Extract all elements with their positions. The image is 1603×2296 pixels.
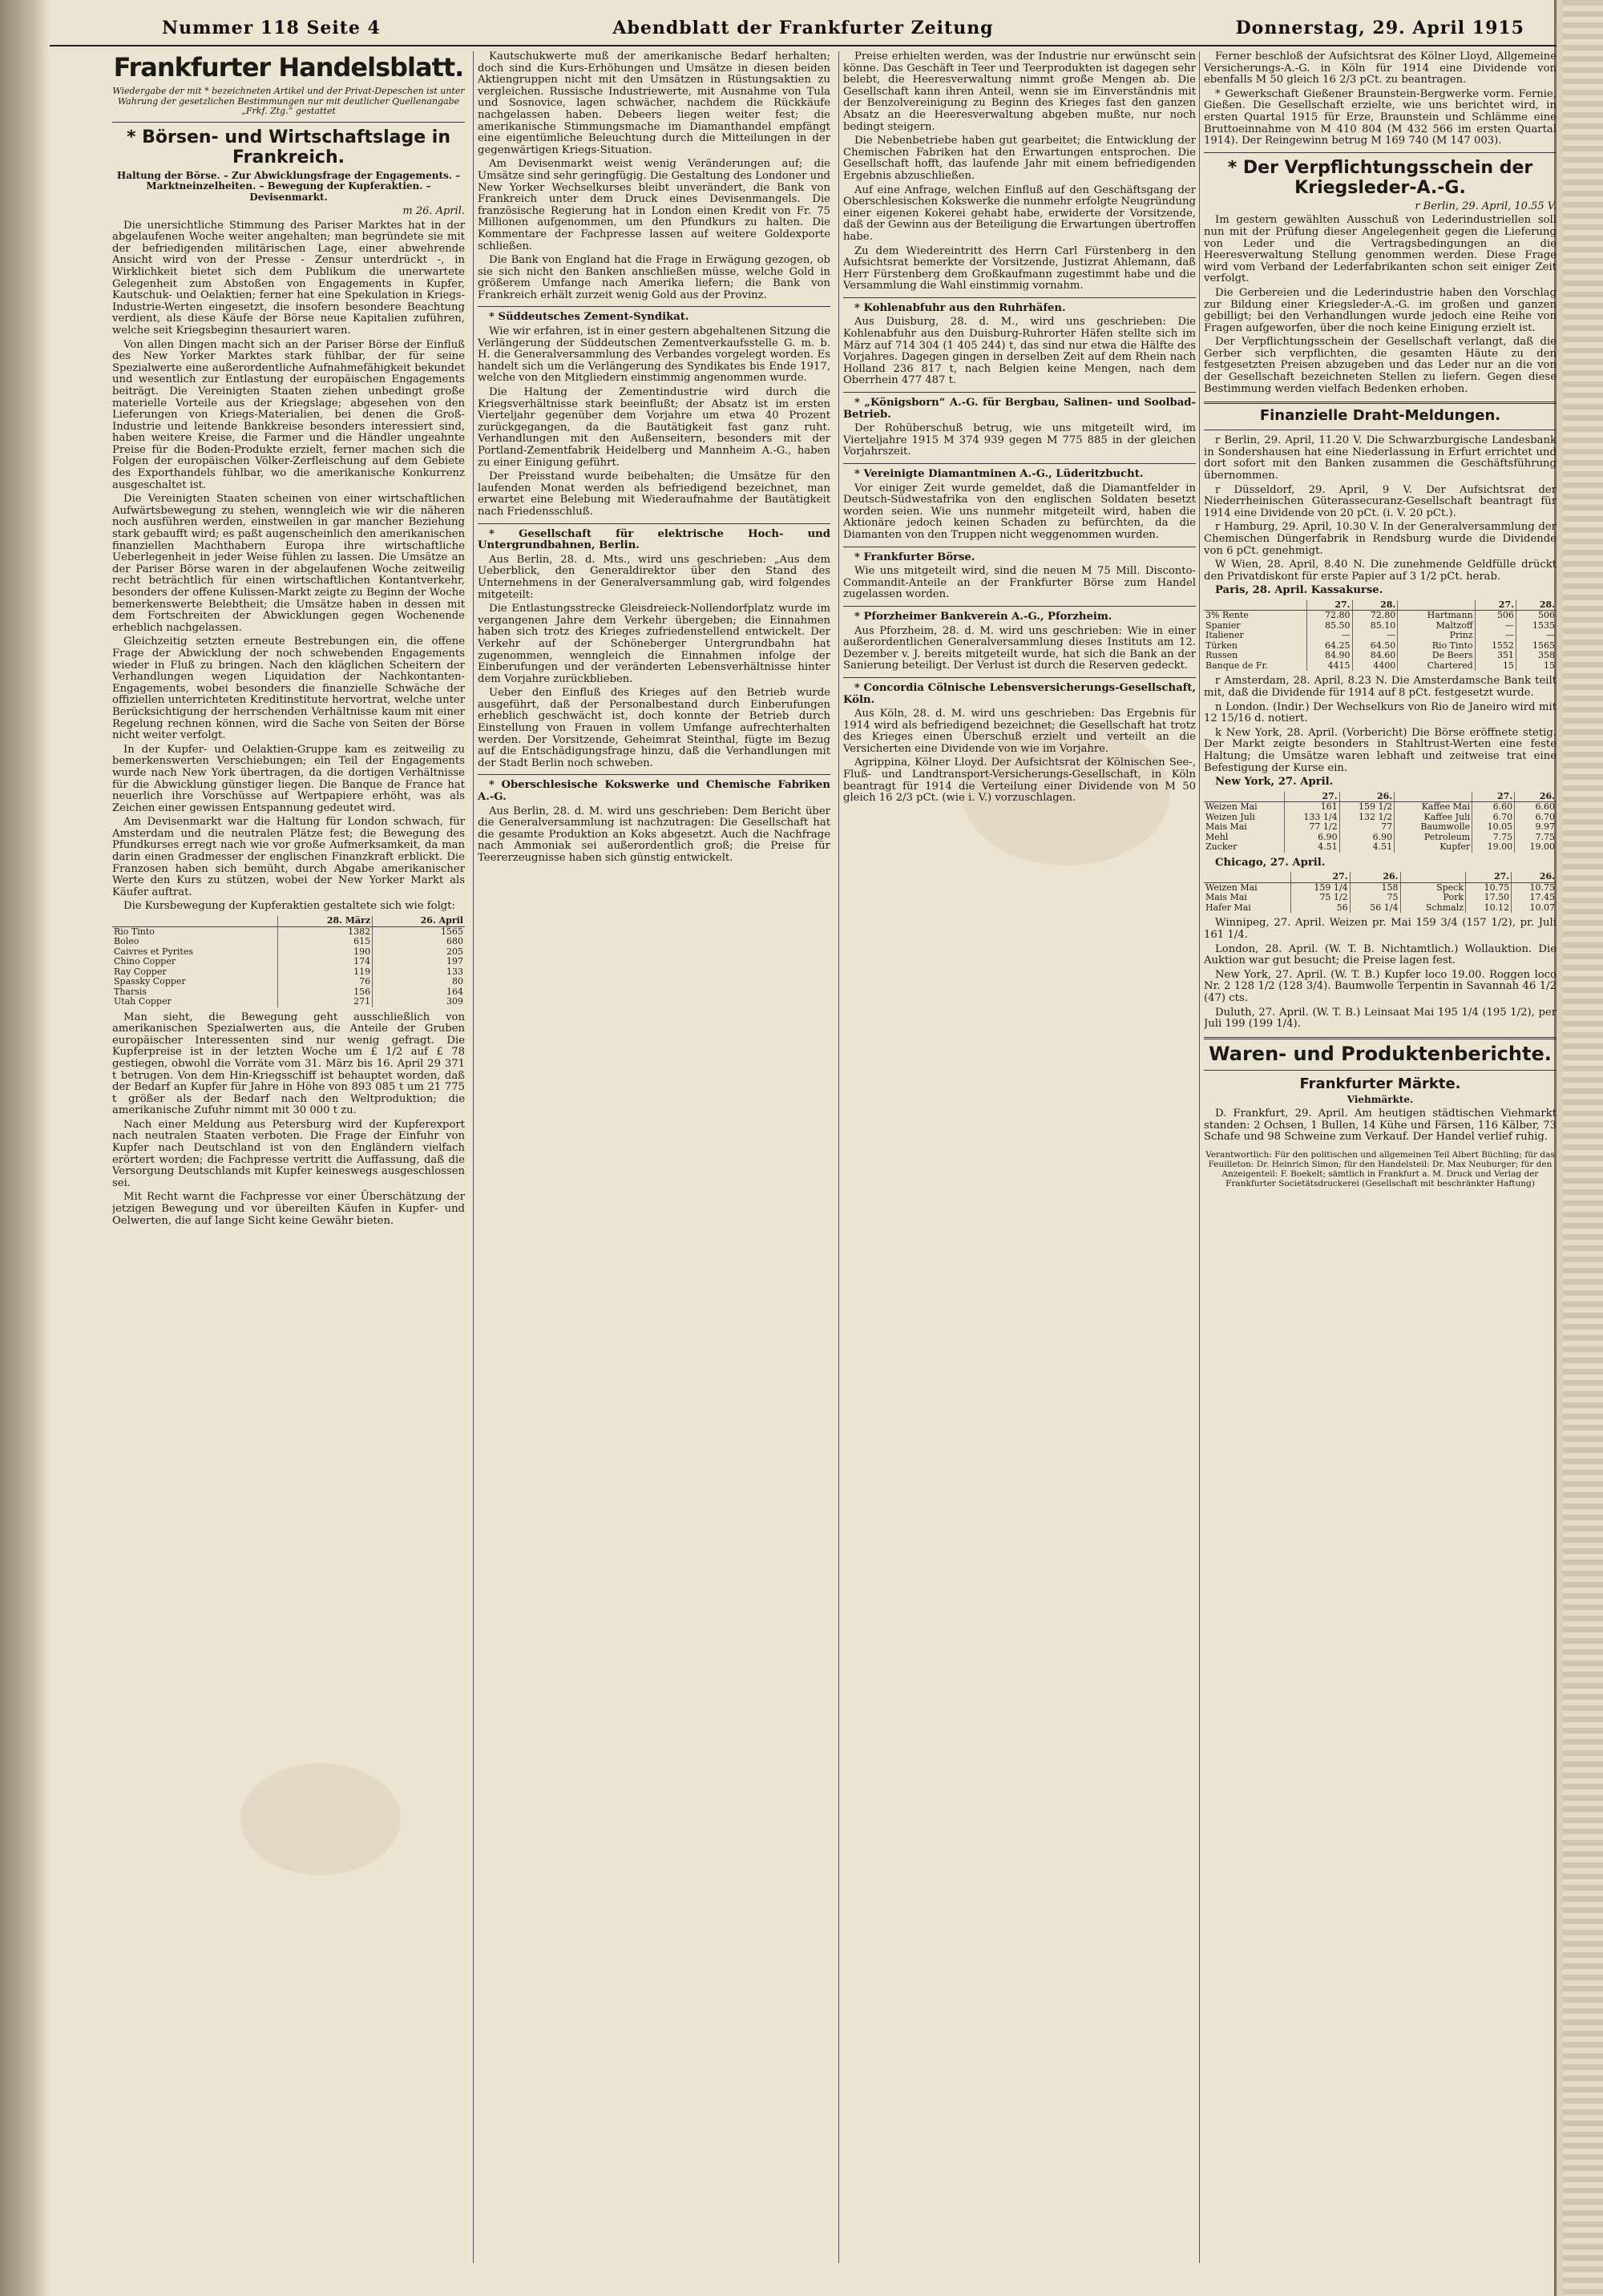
table-row [1204,903,1557,914]
page-number: Nummer 118 Seite 4 [162,18,381,38]
table-cell: 84.60 [1352,651,1398,661]
table-cell: 159 1/2 [1339,802,1395,813]
paragraph: Zu dem Wiedereintritt des Herrn Carl Fürstenberg in den Aufsichtsrat bemerkte der Vorsitzende, Justizrat Ahlemann, daß Herr Fürstenberg dem Großkaufmann zugestimmt habe und die Versammlung die Wahl einstimmig vornahm. [843,244,1196,293]
table-cell: 1382 [277,926,372,937]
article-title: * Frankfurter Börse. [854,551,975,563]
table-cell: 10.07 [1512,903,1557,914]
table-cell: Mais Mai [1205,821,1247,833]
article-title: * Oberschlesische Kokswerke und Chemische Fabriken A.-G. [478,779,830,804]
paragraph: Der Preisstand wurde beibehalten; die Umsätze für den laufenden Monat werden als befriedigend bezeichnet, man erwartet eine Belebung mit Wiederaufnahme der Bautätigkeit nach Friedensschluß. [478,470,830,518]
paragraph: Die Vereinigten Staaten scheinen von einer wirtschaftlichen Aufwärtsbewegung zu stehen, wenngleich wie wir die näheren noch ausführen werden, einstweilen in gar mancher Beziehung stark gebaufft wird; es paßt augenscheinlich den amerikanischen finanziellen Machthabern Europa ihre wirtschaftliche Ueberlegenheit in jeder Weise fühlen zu lassen. Die Umsätze an der Pariser Börse waren in der abgelaufenen Woche zeitweilig recht beträchtlich für einen wirtschaftlichen Kontantverkehr, besonders der offene Kulissen-Markt zeigte zu Beginn der Woche bemerkenswerte Belebtheit; die Umsätze haben in dessen mit dem Fortschreiten der Abwicklungen gegen Wochenende erheblich nachgelassen. [112,493,465,634]
adjacent-page-edge [1554,0,1603,2296]
table-cell: 6.60 [1515,802,1557,813]
table-cell: 6.60 [1472,802,1515,813]
table-row [1204,822,1557,833]
imprint-footer: Verantwortlich: Für den politischen und allgemeinen Teil Albert Büchling; für das Feuilleton: Dr. Heinrich Simon; für den Handelsteil: Dr. Max Neuburger; für den Anzeigenteil: F. Boekelt; sämtlich in Frankfurt a. M. Druck und Verlag der Frankfurter Societätsdruckerei (Gesellschaft mit beschränkter Haftung) [1205,1150,1555,1189]
table-cell: 72.80 [1352,611,1398,621]
table-body [1204,802,1557,853]
table-cell: 9.97 [1515,822,1557,833]
telegram-section-title: Finanzielle Draht-Meldungen. [1259,407,1501,425]
article-title: * Süddeutsches Zement-Syndikat. [489,311,689,324]
table-header: 26. April [373,916,465,926]
copper-price-table [112,916,465,1007]
paragraph: Von allen Dingen macht sich an der Pariser Börse der Einfluß des New Yorker Marktes stark fühlbar, der für seine Spezialwerte eine außerordentliche Aufnahmefähigkeit bekundet und wesentlich zur Entlastung der europäischen Engagements beiträgt. Die Vereinigten Staaten ziehen unbedingt große materielle Vorteile aus der Kriegslage; abgesehen von den Lieferungen von Kriegs-Materialien, bei denen die Groß-Industrie und leitende Bankkreise besonders interessiert sind, haben weitere Kreise, die Farmer und die Händler ungeahnte Preise für die Boden-Produkte erzielt, ferner machen sich die Folgen der europäischen Völker-Zerfleischung auf dem Gebiete des Exporthandels fühlbar, wo die amerikanische Konkurrenz ausgeschaltet ist. [112,338,465,491]
divider [478,523,830,524]
table-header-row [1204,600,1557,611]
paragraph: Aus Pforzheim, 28. d. M. wird uns geschrieben: Wie in einer außerordentlichen Generalversammlung dieses Instituts am 12. Dezember v. J. bereits mitgeteilt wurde, hat sich die Bank an der Sanierung beteiligt. Der Verlust ist durch die Reserven gedeckt. [843,624,1196,672]
paragraph: Gleichzeitig setzten erneute Bestrebungen ein, die offene Frage der Abwicklung der noch schwebenden Engagements wieder in Fluß zu bringen. Nach den kläglichen Scheitern der Verhandlungen wegen Liquidation der Nachkontanten-Engagements, wobei besonders die finanzielle Schwäche der offiziellen unterrichteten Kreditinstitute hervortrat, welche unter Berücksichtigung der herrschenden Verhältnisse kaum mit einer Regelung rechnen können, wird die Sache von Seiten der Börse nicht weiter verfolgt. [112,636,465,742]
table-header: 26. [1350,872,1400,882]
table-cell: 10.05 [1472,822,1515,833]
table-cell: Spassky Copper [114,976,186,987]
telegram: k New York, 28. April. (Vorbericht) Die Börse eröffnete stetig. Der Markt zeigte besonders in Stahltrust-Werten eine feste Haltung; die Umsätze waren lebhaft und zeitweise trat eine Befestigung der Kurse ein. [1204,726,1557,774]
table-cell: 6.70 [1472,813,1515,823]
paragraph: Wie uns mitgeteilt wird, sind die neuen M 75 Mill. Disconto-Commandit-Anteile an der Frankfurter Börse zum Handel zugelassen worden. [843,565,1196,601]
table-cell: 358 [1516,651,1557,661]
table-header [1400,872,1466,882]
table-body [1204,882,1557,913]
table-cell: 64.50 [1352,641,1398,652]
paragraph: Ferner beschloß der Aufsichtsrat des Kölner Lloyd, Allgemeine Versicherungs-A.-G. in Köln für 1914 eine Dividende von ebenfalls M 50 gleich 16 2/3 pCt. zu beantragen. [1204,51,1557,87]
table-cell: 174 [277,957,372,967]
table-row [112,957,465,967]
paragraph: Die Bank von England hat die Frage in Erwägung gezogen, ob sie sich nicht den Banken anschließen müsse, welche Gold in größerem Umfange nach Amerika liefern; die Bank von Frankreich erhält zurzeit wenig Gold aus der Provinz. [478,254,830,301]
table-cell: 6.90 [1339,833,1395,843]
table-cell: 85.50 [1306,621,1352,632]
table-row [112,926,465,937]
market-subsection-title: Frankfurter Märkte. [1299,1075,1461,1092]
section-copyright-note: Wiedergabe der mit * bezeichneten Artikel und der Privat-Depeschen ist unter Wahrung der gesetzlichen Bestimmungen nur mit deutlicher Quellenangabe „Frkf. Ztg.“ gestattet [112,86,465,116]
table-cell: 10.75 [1466,882,1512,893]
table-cell: 4400 [1352,661,1398,672]
issue-date: Donnerstag, 29. April 1915 [1235,18,1524,38]
column-3 [843,51,1196,2279]
table-row [1204,621,1557,632]
article-title: * Vereinigte Diamantminen A.-G., Lüderitzbucht. [854,468,1144,480]
table-cell: Weizen Mai [1205,882,1258,893]
table-cell: 84.90 [1306,651,1352,661]
table-cell: 615 [277,937,372,947]
table-cell: 190 [277,947,372,958]
table-cell: 77 1/2 [1285,822,1340,833]
telegram: r Hamburg, 29. April, 10.30 V. In der Generalversammlung der Chemischen Düngerfabrik in Rendsburg wurde die Dividende von 6 pCt. genehmigt. [1204,521,1557,557]
paragraph: Aus Duisburg, 28. d. M., wird uns geschrieben: Die Kohlenabfuhr aus den Duisburg-Ruhrorter Häfen stellte sich im März auf 714 304 (1 405 244) t, das sind nur etwa die Hälfte des Vorjahres. Dagegen gingen in derselben Zeit auf dem Rhein nach Holland 236 817 t, nach Belgien keine Mengen, nach dem Oberrhein 477 487 t. [843,316,1196,387]
article-title: * „Königsborn“ A.-G. für Bergbau, Salinen- und Soolbad-Betrieb. [843,397,1196,421]
table-cell: 161 [1285,802,1340,813]
divider [478,306,830,307]
newspaper-title: Abendblatt der Frankfurter Zeitung [612,18,994,38]
table-header [1395,792,1472,802]
table-cell: Boleo [114,936,139,947]
paragraph: Die Gerbereien und die Lederindustrie haben den Vorschlag zur Bildung einer Kriegsleder-A.-G. im großen und ganzen gebilligt; bei den Verhandlungen wurde jedoch eine Reihe von Fragen aufgeworfen, über die noch keine Einigung erzielt ist. [1204,286,1557,334]
divider [478,774,830,775]
table-cell: 197 [373,957,465,967]
paragraph: Die Nebenbetriebe haben gut gearbeitet; die Entwicklung der Chemischen Fabriken hat den Erwartungen entsprochen. Die Gesellschaft hofft, das laufende Jahr mit einem befriedigenden Ergebnis abzuschließen. [843,135,1196,182]
table-header: 26. [1512,872,1557,882]
article-title: * Gesellschaft für elektrische Hoch- und Untergrundbahnen, Berlin. [478,527,830,552]
table-cell: Banque de Fr. [1205,660,1269,671]
telegram: London, 28. April. (W. T. B. Nichtamtlich.) Wollauktion. Die Auktion war gut besucht; die Preise lagen fest. [1204,942,1557,967]
table-cell: 133 1/4 [1285,813,1340,823]
table-header: 26. [1339,792,1395,802]
table-cell: Zucker [1205,841,1238,853]
masthead [50,16,1557,46]
column-2 [478,51,830,2279]
table-cell: Spanier [1205,619,1241,631]
paragraph: Im gestern gewählten Ausschuß von Lederindustriellen soll nun mit der Prüfung dieser Angelegenheit gegen die Lieferung von Leder und die Vertragsbedingungen an die Heeresverwaltung Stellung genommen werden. Diese Frage wird vom Verband der Lederfabrikanten schon seit einiger Zeit verfolgt. [1204,214,1557,285]
table-cell: 4.51 [1285,842,1340,853]
table-body [1204,611,1557,672]
table-cell: Baumwolle [1395,822,1472,833]
table-cell: Maltzoff [1398,621,1475,632]
table-header: 27. [1472,792,1515,802]
market-section-title: Waren- und Produktenberichte. [1209,1042,1552,1065]
table-header: 28. [1516,600,1557,611]
table-cell: 7.75 [1515,833,1557,843]
table-cell: 309 [373,997,465,1007]
table-row [1204,802,1557,813]
table-cell: 133 [373,967,465,978]
table-cell: 4.51 [1339,842,1395,853]
divider [1204,1070,1557,1071]
table-header [1204,872,1290,882]
table-row [1204,842,1557,853]
table-header [1204,792,1285,802]
table-cell: Italiener [1205,630,1244,641]
table-cell: 72.80 [1306,611,1352,621]
table-cell: 10.12 [1466,903,1512,914]
paragraph: Ueber den Einfluß des Krieges auf den Betrieb wurde ausgeführt, daß der Personalbestand durch Einberufungen erheblich geschwächt ist, doch konnte der Betrieb durch Einstellung von Frauen in vollem Umfange aufrechterhalten werden. Der Vorsitzende, Geheimrat Steinthal, fügte im Bezug auf die Entschädigungsfrage hinzu, daß die Verhandlungen mit der Stadt Berlin noch schweben. [478,687,830,769]
table-cell: 76 [277,977,372,987]
table-cell: Chartered [1398,661,1475,672]
table-header: 27. [1475,600,1516,611]
divider [843,677,1196,678]
paragraph: Der Rohüberschuß betrug, wie uns mitgeteilt wird, im Vierteljahre 1915 M 374 939 gegen M 775 885 in der gleichen Vorjahrszeit. [843,422,1196,458]
table-row [112,937,465,947]
table-cell: Kaffee Juli [1395,813,1472,823]
table-cell: Ray Copper [114,966,167,977]
table-cell: 119 [277,967,372,978]
table-cell: 75 [1350,893,1400,903]
table-cell: Hafer Mai [1205,902,1251,913]
table-cell: 77 [1339,822,1395,833]
article-title: * Kohlenabfuhr aus den Ruhrhäfen. [854,301,1066,314]
table-cell: 56 [1290,903,1350,914]
table-cell: 132 1/2 [1339,813,1395,823]
paragraph: Auf eine Anfrage, welchen Einfluß auf den Geschäftsgang der Oberschlesischen Kokswerke die nunmehr erfolgte Neugründung einer eigenen Kokerei gehabt habe, erwiderte der Vorsitzende, daß der Gewinn aus der Beteiligung die Erwartungen übertroffen habe. [843,184,1196,243]
paragraph: Aus Berlin, 28. d. Mts., wird uns geschrieben: „Aus dem Ueberblick, den Generaldirektor über den Stand des Unternehmens in der Generalversammlung gab, wird folgendes mitgeteilt: [478,553,830,601]
table-cell: Hartmann [1398,611,1475,621]
table-cell: 17.50 [1466,893,1512,903]
table-cell: De Beers [1398,651,1475,661]
article-dateline: r Berlin, 29. April, 10.55 V. [1415,200,1557,212]
table-cell: Rio Tinto [114,926,155,937]
table-cell: Utah Copper [114,996,172,1007]
divider [843,606,1196,607]
paragraph: In der Kupfer- und Oelaktien-Gruppe kam es zeitweilig zu bemerkenswerten Verschiebungen; ein Teil der Engagements wurde nach New York übertragen, da die dortigen Verhältnisse für die Abwicklung günstiger liegen. Die Banque de France hat neuerlich ihre Vorschüsse auf Wertpapiere erhöht, was als Zeichen einer gewissen Entspannung gedeutet wird. [112,743,465,814]
telegram: n London. (Indir.) Der Wechselkurs von Rio de Janeiro wird mit 12 15/16 d. notiert. [1204,700,1557,725]
table-cell: Pork [1400,893,1466,903]
table-cell: Schmalz [1400,903,1466,914]
paragraph: Agrippina, Kölner Lloyd. Der Aufsichtsrat der Kölnischen See-, Fluß- und Landtransport-Versicherungs-Gesellschaft, in Köln beantragt für 1914 die Verteilung einer Dividende von M 50 gleich 16 2/3 pCt. (wie i. V.) vorzuschlagen. [843,757,1196,805]
table-cell: 6.70 [1515,813,1557,823]
table-cell: Russen [1205,650,1238,661]
columns-container [112,51,1557,2279]
telegram: r Düsseldorf, 29. April, 9 V. Der Aufsichtsrat der Niederrheinischen Güterassecuranz-Gesellschaft beantragt für 1914 eine Dividende von 20 pCt. (i. V. 20 pCt.). [1204,483,1557,519]
article-title: * Concordia Cölnische Lebensversicherungs-Gesellschaft, Köln. [843,681,1196,706]
market-subsection-label: Viehmärkte. [1347,1093,1414,1105]
table-cell: — [1516,631,1557,641]
table-cell: 6.90 [1285,833,1340,843]
paragraph: Die Haltung der Zementindustrie wird durch die Kriegsverhältnisse stark beeinflußt; der Absatz ist im ersten Vierteljahr gegenüber dem Vorjahre um etwa 40 Prozent zurückgegangen, da die Bautätigkeit fast ganz ruht. Verhandlungen mit den Außenseitern, besonders mit der Portland-Zementfabrik Heidelberg und Mannheim A.-G., haben zu einer Einigung geführt. [478,386,830,469]
paris-quotes-table [1204,600,1557,672]
table-cell: Rio Tinto [1398,641,1475,652]
table-cell: 85.10 [1352,621,1398,632]
table-cell: 351 [1475,651,1516,661]
table-cell: 10.75 [1512,882,1557,893]
table-cell: 271 [277,997,372,1007]
table-cell: 506 [1516,611,1557,621]
page-edge-stripes [1563,0,1603,2296]
table-header-row [112,916,465,926]
telegram: Duluth, 27. April. (W. T. B.) Leinsaat Mai 195 1/4 (195 1/2), per Juli 199 (199 1/4). [1204,1006,1557,1031]
paragraph: Nach einer Meldung aus Petersburg wird der Kupferexport nach neutralen Staaten verboten. Die Frage der Einfuhr von Kupfer nach Deutschland ist von den Engländern vielfach erörtert worden; die Fachpresse vertritt die Auffassung, daß die Versorgung Deutschlands mit Kupfer keineswegs ausgeschlossen sei. [112,1118,465,1189]
table-cell: 4415 [1306,661,1352,672]
table-cell: 680 [373,937,465,947]
double-divider [1204,401,1557,404]
table-cell: 205 [373,947,465,958]
new-york-quotes-table [1204,792,1557,853]
article-subtitle: Haltung der Börse. – Zur Abwicklungsfrage der Engagements. – Marktneinzelheiten. – Bewegung der Kupferaktien. – Devisenmarkt. [116,169,461,203]
section-title: Frankfurter Handelsblatt. [113,52,464,83]
book-binding-gutter [0,0,50,2296]
table-cell: — [1475,621,1516,632]
table-cell: — [1475,631,1516,641]
table-cell: Kupfer [1395,842,1472,853]
table-cell: Weizen Juli [1205,811,1255,822]
table-header [112,916,277,926]
paragraph: Am Devisenmarkt weist wenig Veränderungen auf; die Umsätze sind sehr geringfügig. Die Gestaltung des Londoner und New Yorker Wechselkurses bleibt unverändert, die Bank von Frankreich unter dem Druck eines Devisenmangels. Die französische Regierung hat in London einen Kredit von Fr. 75 Millionen aufgenommen, um den Pfundkurs zu halten. Die Kommentare der Fachpresse lassen auf weitere Goldexporte schließen. [478,158,830,252]
divider [112,122,465,123]
table-cell: Mais Mai [1205,892,1247,903]
paragraph: Die unersichtliche Stimmung des Pariser Marktes hat in der abgelaufenen Woche weiter angehalten; man begründete sie mit der befriedigenden militärischen Lage, einer abwehrende Ansicht wird von der Presse - Zensur unterdrückt -, in Wirklichkeit bietet sich dem Publikum die unerwartete Gelegenheit zum Abstoßen von Engagements in Kupfer, Kautschuk- und Oelaktien; ferner hat eine Spekulation in Kriegs-Industrie-Werten eingesetzt, die insofern besondere Beachtung verdient, als diese Käufe der Börse neue Kapitalien zuführen, welche seit Kriegsbeginn thesauriert waren. [112,219,465,337]
table-header: 27. [1306,600,1352,611]
divider [1204,152,1557,153]
article-title: * Der Verpflichtungsschein der Kriegsleder-A.-G. [1227,157,1533,198]
table-title: New York, 27. April. [1215,776,1334,789]
telegram: W Wien, 28. April, 8.40 N. Die zunehmende Geldfülle drückt den Privatdiskont für erste Papier auf 3 1/2 pCt. herab. [1204,559,1557,583]
table-header [1204,600,1306,611]
table-cell: — [1306,631,1352,641]
paragraph: Aus Berlin, 28. d. M. wird uns geschrieben: Dem Bericht über die Generalversammlung ist nachzutragen: Die Gesellschaft hat die gesamte Produktion an Koks abgesetzt. Auch die Nachfrage nach Ammoniak sei außerordentlich groß; die Preise für Teererzeugnisse haben sich günstig entwickelt. [478,805,830,864]
table-cell: Chino Copper [114,956,176,967]
table-cell: 19.00 [1515,842,1557,853]
paragraph: D. Frankfurt, 29. April. Am heutigen städtischen Viehmarkt standen: 2 Ochsen, 1 Bullen, 14 Kühe und Färsen, 116 Kälber, 73 Schafe und 98 Schweine zum Verkauf. Der Handel verlief ruhig. [1204,1108,1557,1144]
table-cell: 17.45 [1512,893,1557,903]
table-cell: 19.00 [1472,842,1515,853]
table-header: 28. [1352,600,1398,611]
paragraph: Preise erhielten werden, was der Industrie nur erwünscht sein könne. Das Geschäft in Teer und Teerprodukten ist dagegen sehr belebt, die Heeresverwaltung nimmt große Mengen ab. Die Gesellschaft kann ihren Anteil, wenn sie im Einverständnis mit der Benzolvereinigung zu Beginn des Krieges fast den ganzen Absatz an die Heeresverwaltung abgeben mußte, nur noch bedingt steigern. [843,51,1196,133]
table-header: 26. [1515,792,1557,802]
table-cell: 1565 [373,926,465,937]
table-cell: 159 1/4 [1290,882,1350,893]
table-cell: 3% Rente [1205,610,1249,621]
table-cell: 15 [1516,661,1557,672]
table-header-row [1204,792,1557,802]
table-cell: 1552 [1475,641,1516,652]
table-cell: Türken [1205,640,1238,651]
double-divider [1204,1037,1557,1039]
column-1 [112,51,465,2279]
article-title: * Pforzheimer Bankverein A.-G., Pforzheim. [854,610,1112,623]
divider [843,392,1196,393]
table-header [1398,600,1475,611]
table-header: 28. März [277,916,372,926]
table-row [112,977,465,987]
table-cell: Mehl [1205,831,1229,842]
table-cell: Weizen Mai [1205,801,1258,813]
divider [843,463,1196,464]
table-cell: 156 [277,987,372,998]
paragraph: Am Devisenmarkt war die Haltung für London schwach, für Amsterdam und die neutralen Plätze fest; die Bewegung des Pfundkurses erregt nach wie vor große Aufmerksamkeit, da man darin einen Gradmesser der englischen Finanzkraft erblickt. Die Franzosen haben sich bemüht, durch Abgabe amerikanischer Werte den Kurs zu stützen, wobei der New Yorker Markt als Käufer auftrat. [112,816,465,898]
table-cell: Caivres et Pyrites [114,946,194,957]
column-4 [1204,51,1557,2279]
table-header: 27. [1290,872,1350,882]
telegram: New York, 27. April. (W. T. B.) Kupfer loco 19.00. Roggen loco Nr. 2 128 1/2 (128 3/4). Baumwolle Terpentin in Savannah 46 1/2 (47) cts. [1204,968,1557,1004]
paragraph: Man sieht, die Bewegung geht ausschließlich von amerikanischen Spezialwerten aus, die Anteile der Gruben europäischer Interessenten sind nur wenig gefragt. Die Kupferpreise ist in der letzten Woche um £ 1/2 auf £ 78 gestiegen, obwohl die Vorräte vom 31. März bis 16. April 29 371 t betrugen. Von dem Hin-Kriegsschiff ist behauptet worden, daß der Bedarf an Kupfer für Jahre in Höhe von 893 085 t um 21 775 t größer als der Bedarf nach den Weltproduktion; die amerikanische Zufuhr nimmt mit 30 000 t zu. [112,1011,465,1117]
paragraph: Aus Köln, 28. d. M. wird uns geschrieben: Das Ergebnis für 1914 wird als befriedigend bezeichnet; die Gesellschaft hat trotz des Krieges einen Überschuß erzielt und verteilt an die Versicherten eine Dividende von wie im Vorjahre. [843,708,1196,755]
table-row [1204,661,1557,672]
divider [843,297,1196,298]
article-dateline: m 26. April. [402,205,465,217]
table-cell: 164 [373,987,465,998]
table-cell: 158 [1350,882,1400,893]
table-cell: 7.75 [1472,833,1515,843]
paragraph: Vor einiger Zeit wurde gemeldet, daß die Diamantfelder in Deutsch-Südwestafrika von den englischen Soldaten besetzt worden seien. Wie uns nunmehr mitgeteilt wird, haben die Aktionäre jedoch keinen Schaden zu befürchten, da die Diamanten von den Truppen nicht weggenommen wurden. [843,482,1196,541]
table-cell: 56 1/4 [1350,903,1400,914]
table-cell: Tharsis [114,986,147,997]
telegram: Paris, 28. April. Kassakurse. [1215,584,1383,597]
table-cell: Prinz [1398,631,1475,641]
telegram: r Berlin, 29. April, 11.20 V. Die Schwarzburgische Landesbank in Sondershausen hat eine Niederlassung in Erfurt errichtet und dort sofort mit den Banken zusammen die Geschäftsführung übernommen. [1204,434,1557,482]
paragraph: Mit Recht warnt die Fachpresse vor einer Überschätzung der jetzigen Bewegung und vor übereilten Käufen in Kupfer- und Oelwerten, die auf lange Sicht keine Gewähr bieten. [112,1191,465,1227]
telegram: r Amsterdam, 28. April, 8.23 N. Die Amsterdamsche Bank teilt mit, daß die Dividende für 1914 auf 8 pCt. festgesetzt wurde. [1204,675,1557,700]
paragraph: Kautschukwerte muß der amerikanische Bedarf herhalten; doch sind die Kurs-Erhöhungen und Umsätze in diesen beiden Aktiengruppen nicht mit den Umsätzen in Rüstungsaktien zu vergleichen. Russische Industriewerte, mit Ausnahme von Tula und Sosnovice, lagen schwächer, nachdem die Rückkäufe nachgelassen haben. Debeers liegen weiter fest; die amerikanische Stimmungsmache im Diamanthandel empfängt eine eigentümliche Beleuchtung durch die Mitteilungen in der gegenwärtigen Kriegs-Situation. [478,51,830,156]
table-cell: Speck [1400,882,1466,893]
table-cell: 80 [373,977,465,987]
table-header: 27. [1466,872,1512,882]
table-title: Chicago, 27. April. [1215,856,1326,869]
table-cell: — [1352,631,1398,641]
table-cell: 1535 [1516,621,1557,632]
table-cell: 75 1/2 [1290,893,1350,903]
table-row [112,997,465,1007]
telegram: Winnipeg, 27. April. Weizen pr. Mai 159 3/4 (157 1/2), pr. Juli 161 1/4. [1204,917,1557,941]
paragraph: Wie wir erfahren, ist in einer gestern abgehaltenen Sitzung die Verlängerung der Süddeutschen Zementverkaufsstelle G. m. b. H. die Generalversammlung des Verbandes vorgelegt worden. Es handelt sich um die Verlängerung des Syndikates bis Ende 1917, welche von den Mitgliedern einstimmig angenommen wurde. [478,325,830,385]
table-header: 27. [1285,792,1340,802]
table-header-row [1204,872,1557,882]
paragraph: Die Kursbewegung der Kupferaktien gestaltete sich wie folgt: [123,900,455,913]
table-cell: Petroleum [1395,833,1472,843]
paragraph: Der Verpflichtungsschein der Gesellschaft verlangt, daß die Gerber sich verpflichten, die gesamten Häute zu den festgesetzten Preisen abzugeben und das Leder nur an die von der Gesellschaft bezeichneten Stellen zu liefern. Gegen diese Bestimmung werden vielfach Bedenken erhoben. [1204,336,1557,395]
table-cell: 506 [1475,611,1516,621]
paragraph: Die Entlastungsstrecke Gleisdreieck-Nollendorfplatz wurde im vergangenen Jahre dem Verkehr übergeben; die Einnahmen haben sich trotz des Krieges zufriedenstellend entwickelt. Der Verkehr auf der Schöneberger Untergrundbahn hat zugenommen, wenngleich die Einnahmen infolge der Einberufungen und der veränderten Lebensverhältnisse hinter dem Vorjahre zurückblieben. [478,603,830,685]
chicago-quotes-table [1204,872,1557,913]
table-cell: Kaffee Mai [1395,802,1472,813]
table-body [112,926,465,1007]
table-cell: 1565 [1516,641,1557,652]
table-cell: 64.25 [1306,641,1352,652]
paragraph: * Gewerkschaft Gießener Braunstein-Bergwerke vorm. Fernie, Gießen. Die Gesellschaft erzielte, wie uns berichtet wird, in ersten Quartal 1915 für Erze, Braunstein und Schlämme eine Bruttoeinnahme von M 410 804 (M 432 566 im ersten Quartal 1914). Der Reingewinn betrug M 169 740 (M 147 003). [1204,87,1557,147]
article-title: * Börsen- und Wirtschaftslage in Frankreich. [126,127,450,167]
table-cell: 15 [1475,661,1516,672]
